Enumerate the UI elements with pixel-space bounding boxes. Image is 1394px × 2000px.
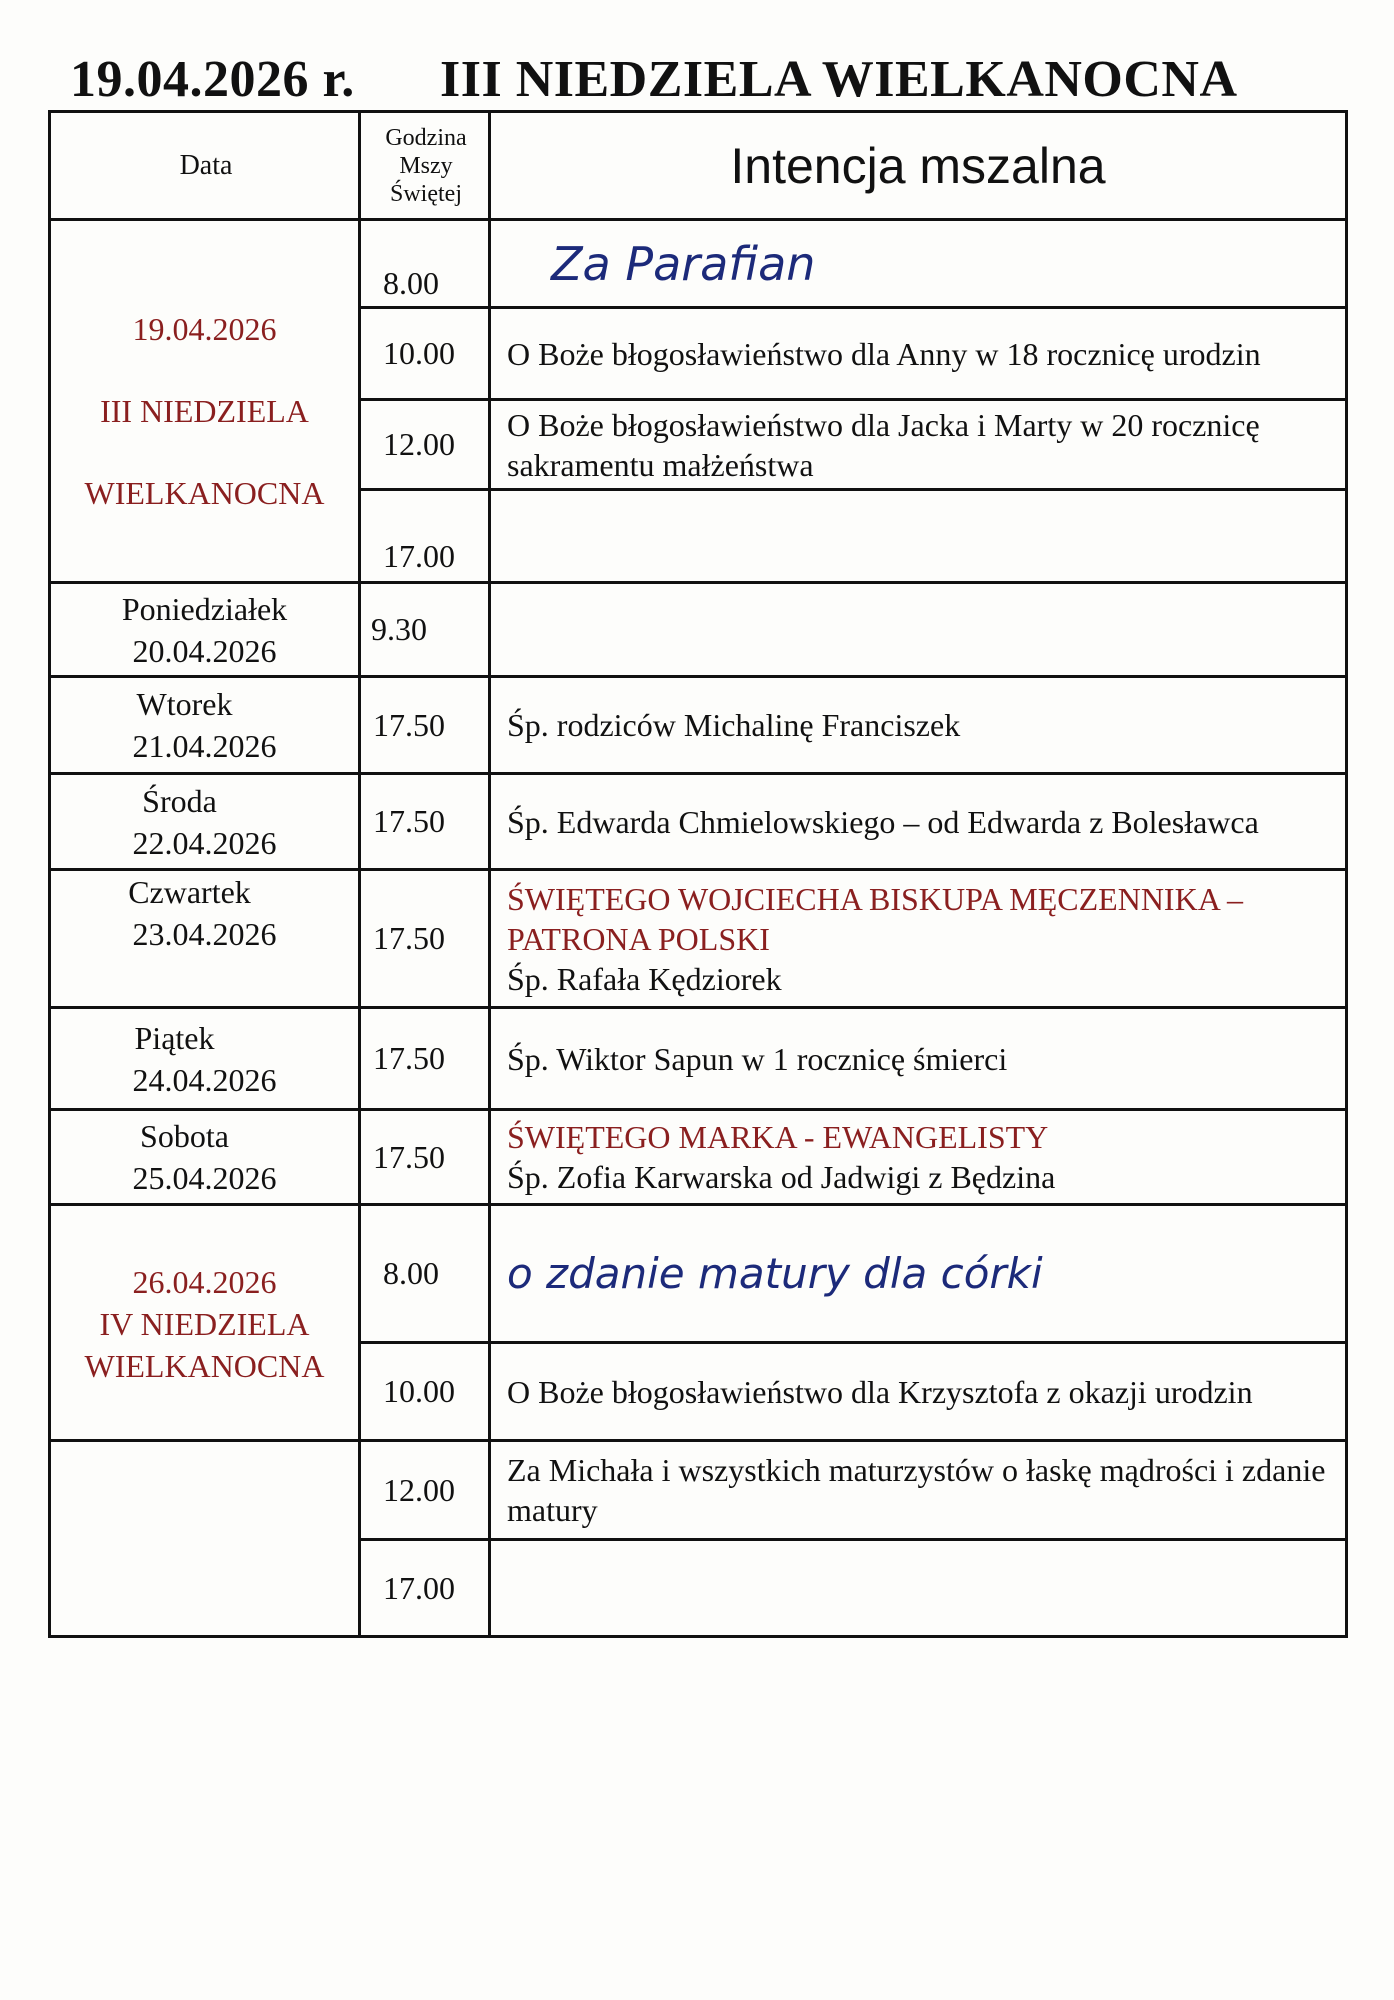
intention-row-10: ŚWIĘTEGO MARKA - EWANGELISTY Śp. Zofia Karwarska od Jadwigi z Będzina [491, 1111, 1345, 1203]
time-row-4: 17.00 [383, 537, 455, 574]
time-row-8: 17.50 [373, 920, 445, 956]
time-row-10: 17.50 [373, 1138, 445, 1175]
day-sunday-2: 26.04.2026 IV NIEDZIELA WIELKANOCNA [84, 1264, 325, 1384]
intention-row-14 [491, 1541, 1345, 1635]
feast-label: ŚWIĘTEGO MARKA - EWANGELISTY [507, 1119, 1049, 1155]
header-time: Godzina Mszy Świętej [385, 124, 467, 207]
mass-schedule-table [48, 110, 1348, 1638]
intention-row-12: O Boże błogosławieństwo dla Krzysztofa z okazji urodzin [507, 1373, 1253, 1410]
time-row-13: 12.00 [383, 1471, 455, 1508]
title-date: 19.04.2026 r. [70, 51, 355, 108]
day-friday: Piątek 24.04.2026 [132, 1019, 277, 1098]
intention-row-9: Śp. Wiktor Sapun w 1 rocznicę śmierci [507, 1040, 1008, 1077]
time-row-12: 10.00 [383, 1373, 455, 1409]
header-intention: Intencja mszalna [730, 137, 1106, 194]
intention-row-5 [491, 584, 1345, 675]
intention-row-8: ŚWIĘTEGO WOJCIECHA BISKUPA MĘCZENNIKA – PATRONA POLSKI Śp. Rafała Kędziorek [491, 871, 1345, 1006]
title-name: III NIEDZIELA WIELKANOCNA [440, 51, 1238, 108]
day-thursday: Czwartek 23.04.2026 [128, 874, 277, 952]
header-date: Data [179, 149, 233, 181]
day-tuesday: Wtorek 21.04.2026 [132, 686, 277, 764]
time-row-11: 8.00 [383, 1255, 439, 1291]
intention-row-2: O Boże błogosławieństwo dla Anny w 18 rocznicę urodzin [507, 335, 1261, 372]
day-monday: Poniedziałek 20.04.2026 [121, 590, 288, 669]
time-row-14: 17.00 [383, 1569, 455, 1606]
page-title [70, 50, 1238, 109]
intention-row-1: Za Parafian [551, 236, 816, 291]
time-row-9: 17.50 [373, 1040, 445, 1076]
intention-row-11: o zdanie matury dla córki [507, 1248, 1043, 1298]
intention-row-6: Śp. rodziców Michalinę Franciszek [507, 707, 961, 743]
time-row-5: 9.30 [371, 611, 427, 647]
time-row-2: 10.00 [383, 335, 455, 371]
intention-row-3: O Boże błogosławieństwo dla Jacka i Marty w 20 rocznicę sakramentu małżeństwa [507, 406, 1260, 483]
intention-row-7: Śp. Edwarda Chmielowskiego – od Edwarda z Bolesławca [507, 803, 1259, 840]
day-wednesday: Środa 22.04.2026 [132, 782, 277, 861]
day-sunday-1: 19.04.2026 III NIEDZIELA WIELKANOCNA [84, 311, 325, 511]
time-row-1: 8.00 [383, 265, 439, 301]
feast-label: ŚWIĘTEGO WOJCIECHA BISKUPA MĘCZENNIKA – PATRONA POLSKI [507, 880, 1244, 957]
time-row-3: 12.00 [383, 426, 455, 462]
intention-row-13: Za Michała i wszystkich maturzystów o łaskę mądrości i zdanie matury [507, 1452, 1326, 1528]
intention-row-4 [491, 491, 1345, 581]
time-row-6: 17.50 [373, 706, 445, 743]
time-row-7: 17.50 [373, 803, 445, 839]
day-saturday: Sobota 25.04.2026 [132, 1118, 277, 1196]
